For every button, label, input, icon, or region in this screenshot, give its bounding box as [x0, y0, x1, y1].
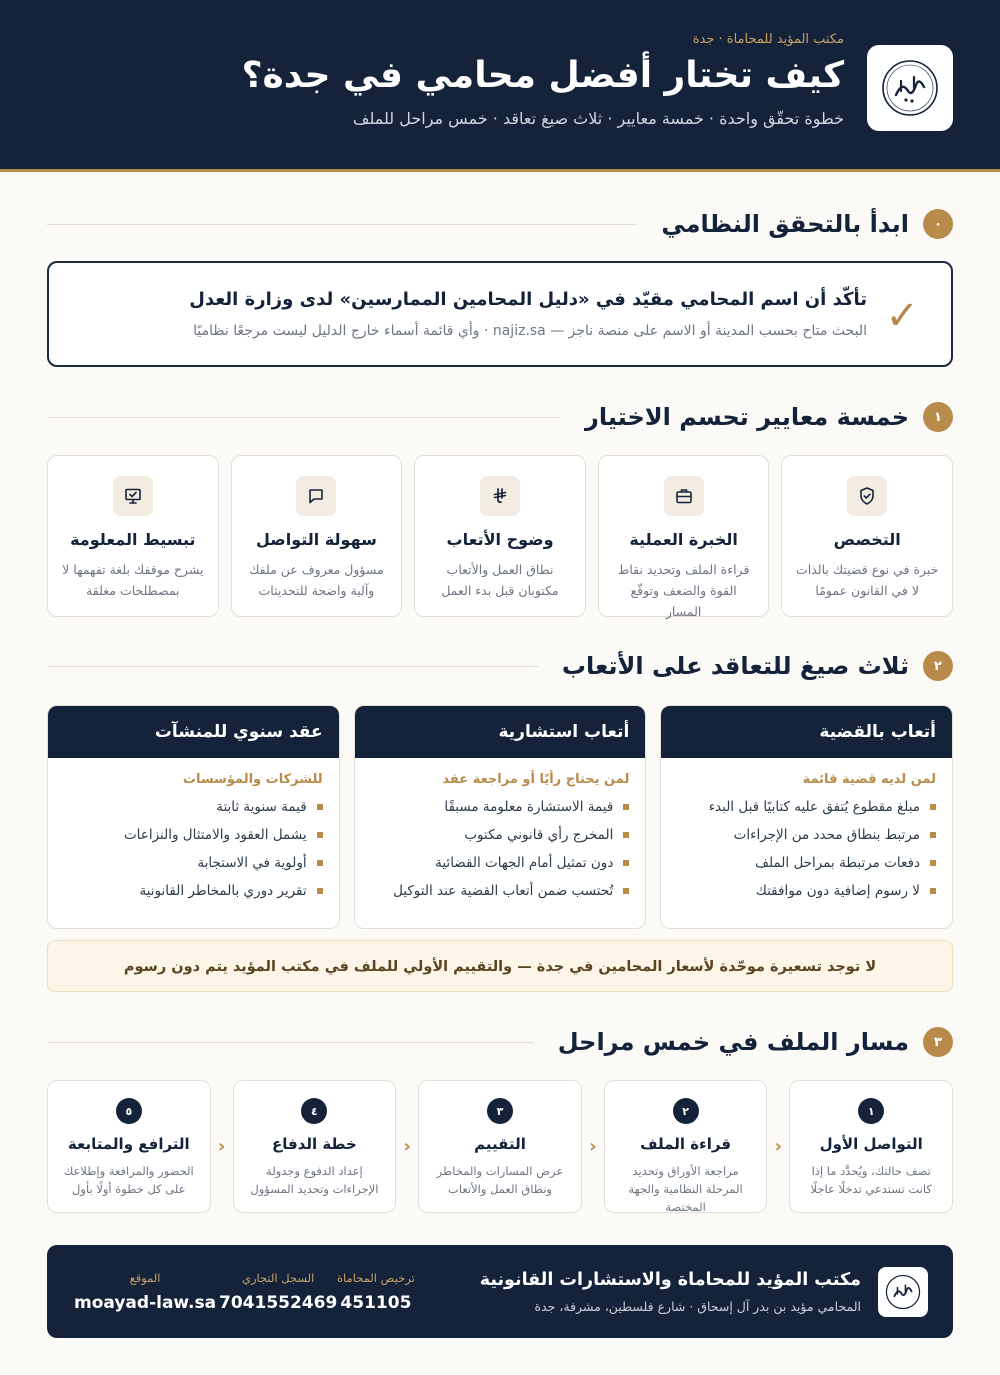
plan-audience: للشركات والمؤسسات — [182, 772, 323, 787]
chevron-left-icon: ‹ — [774, 1136, 783, 1157]
bullet-icon — [930, 804, 936, 810]
office-footer — [47, 1245, 953, 1338]
plan-title: عقد سنوي للمنشآت — [48, 706, 339, 758]
criterion-description: نطاق العمل والأتعاب مكتوبان قبل بدء العمل — [441, 562, 559, 598]
plan-feature-text: مرتبط بنطاق محدد من الإجراءات — [733, 827, 920, 843]
briefcase-icon — [664, 476, 704, 516]
plan-feature-text: دون تمثيل أمام الجهات القضائية — [435, 855, 614, 871]
stage-title: التواصل الأول — [819, 1135, 923, 1153]
stage-card-assessment — [418, 1080, 582, 1213]
plan-feature-text: قيمة سنوية ثابتة — [216, 799, 307, 815]
license-number: 451105 — [340, 1293, 412, 1313]
bullet-icon — [317, 804, 323, 810]
criterion-title: تبسيط المعلومة — [70, 530, 196, 549]
shield-check-icon — [847, 476, 887, 516]
section-title: مسار الملف في خمس مراحل — [557, 1028, 909, 1056]
plan-feature-text: مبلغ مقطوع يُتفق عليه كتابيًا قبل البدء — [708, 799, 920, 815]
section-divider — [47, 666, 538, 667]
stage-description: تصف حالتك، ويُحدَّد ما إذا كانت تستدعي تدخلًا عاجلًا — [810, 1164, 932, 1196]
plan-feature — [64, 877, 323, 905]
plan-feature — [677, 849, 936, 877]
stage-number: ٤ — [301, 1098, 327, 1124]
stage-card-first-contact — [789, 1080, 953, 1213]
website-info — [74, 1271, 216, 1313]
stage-number: ١ — [858, 1098, 884, 1124]
plan-feature — [371, 821, 630, 849]
stage-number: ٥ — [116, 1098, 142, 1124]
section-title: ثلاث صيغ للتعاقد على الأتعاب — [561, 652, 909, 680]
criterion-description: خبرة في نوع قضيتك بالذات لا في القانون عمومًا — [795, 562, 939, 598]
plan-feature — [64, 793, 323, 821]
office-logo — [867, 45, 953, 131]
riyal-icon — [480, 476, 520, 516]
office-address: المحامي مؤيد بن بدر آل إسحاق · شارع فلسطين، مشرفة، جدة — [534, 1299, 861, 1314]
criterion-card-simplification — [47, 455, 219, 617]
criterion-title: التخصص — [833, 530, 901, 549]
verification-description: البحث متاح بحسب المدينة أو الاسم على منصة ناجز — najiz.sa · وأي قائمة أسماء خارج الدليل ليست مرجعًا نظاميًا — [193, 323, 867, 339]
bullet-icon — [623, 860, 629, 866]
section-heading-stages — [47, 1024, 953, 1060]
section-title: خمسة معايير تحسم الاختيار — [585, 403, 909, 431]
plan-audience: لمن يحتاج رأيًا أو مراجعة عقد — [442, 772, 630, 787]
commercial-register-label: السجل التجاري — [241, 1271, 315, 1285]
office-name: مكتب المؤيد للمحاماة والاستشارات القانونية — [479, 1270, 861, 1290]
stage-title: قراءة الملف — [640, 1135, 732, 1153]
section-number: ١ — [923, 402, 953, 432]
criterion-title: سهولة التواصل — [255, 530, 377, 549]
plan-feature — [677, 793, 936, 821]
footer-logo — [878, 1267, 928, 1317]
chevron-left-icon: ‹ — [589, 1136, 597, 1157]
section-heading-verification — [47, 206, 953, 242]
page-title: كيف تختار أفضل محامي في جدة؟ — [241, 55, 844, 96]
presentation-icon — [113, 476, 153, 516]
criterion-title: الخبرة العملية — [629, 530, 738, 549]
plan-card-annual — [47, 705, 340, 929]
plan-feature-text: دفعات مرتبطة بمراحل الملف — [755, 855, 920, 871]
plan-feature-text: تقرير دوري بالمخاطر القانونية — [139, 883, 307, 899]
plan-feature-text: يشمل العقود والامتثال والنزاعات — [123, 827, 307, 843]
plan-card-per-case — [660, 705, 953, 929]
verification-callout — [47, 261, 953, 367]
stage-description: مراجعة الأوراق وتحديد المرحلة النظامية والجهة المختصة — [628, 1164, 743, 1214]
verification-title: تأكّد أن اسم المحامي مقيّد في «دليل المحامين الممارسين» لدى وزارة العدل — [189, 289, 867, 310]
plan-feature — [64, 849, 323, 877]
commercial-register-info — [219, 1271, 337, 1313]
plan-title: أتعاب استشارية — [355, 706, 646, 758]
chevron-left-icon: ‹ — [217, 1136, 226, 1157]
bullet-icon — [623, 888, 629, 894]
header-kicker: مكتب المؤيد للمحاماة · جدة — [692, 32, 844, 47]
criterion-card-communication — [231, 455, 403, 617]
criterion-card-fees — [414, 455, 586, 617]
bullet-icon — [930, 860, 936, 866]
plan-feature — [677, 877, 936, 905]
criterion-description: قراءة الملف وتحديد نقاط القوة والضعف وتوقّع المسار — [617, 562, 750, 619]
stage-title: التقييم — [474, 1135, 526, 1153]
calligraphy-seal-icon — [879, 57, 941, 119]
plan-audience: لمن لديه قضية قائمة — [802, 772, 936, 787]
criteria-grid — [47, 455, 953, 617]
bullet-icon — [317, 860, 323, 866]
criterion-card-specialization — [781, 455, 953, 617]
plan-feature-text: تُحتسب ضمن أتعاب القضية عند التوكيل — [393, 883, 614, 899]
section-divider — [47, 1042, 534, 1043]
fee-plans — [47, 705, 953, 929]
pricing-notice: لا توجد تسعيرة موحّدة لأسعار المحامين في جدة — والتقييم الأولي للملف في مكتب المؤيد يتم دون رسوم — [47, 940, 953, 992]
checkmark-icon: ✓ — [885, 293, 919, 339]
stage-description: إعداد الدفوع وجدولة الإجراءات وتحديد المسؤول — [250, 1164, 379, 1196]
stage-title: خطة الدفاع — [271, 1135, 357, 1153]
plan-feature — [371, 793, 630, 821]
bullet-icon — [623, 804, 629, 810]
bullet-icon — [930, 832, 936, 838]
criterion-card-experience — [598, 455, 770, 617]
plan-feature-text: قيمة الاستشارة معلومة مسبقًا — [444, 799, 614, 815]
bullet-icon — [930, 888, 936, 894]
plan-features — [371, 793, 630, 905]
criterion-description: مسؤول معروف عن ملفك وآلية واضحة للتحديثات — [249, 562, 384, 598]
stage-description: الحضور والمرافعة وإطلاعك على كل خطوة أولًا بأول — [63, 1164, 194, 1196]
plan-card-consulting — [354, 705, 647, 929]
stage-card-defense-plan — [233, 1080, 397, 1213]
stage-description: عرض المسارات والمخاطر ونطاق العمل والأتعاب — [436, 1164, 564, 1196]
plan-features — [64, 793, 323, 905]
plan-feature — [677, 821, 936, 849]
section-title: ابدأ بالتحقق النظامي — [661, 210, 909, 238]
plan-feature — [64, 821, 323, 849]
bullet-icon — [623, 832, 629, 838]
case-stages — [47, 1080, 953, 1213]
section-number: ٢ — [923, 651, 953, 681]
stage-card-pleading — [47, 1080, 211, 1213]
section-number: ٣ — [923, 1027, 953, 1057]
license-info — [337, 1271, 415, 1313]
stage-card-file-review — [604, 1080, 768, 1213]
plan-feature-text: المخرج رأي قانوني مكتوب — [464, 827, 614, 843]
license-label: ترخيص المحاماة — [337, 1271, 415, 1285]
plan-feature — [371, 849, 630, 877]
section-divider — [47, 224, 637, 225]
chevron-left-icon: ‹ — [403, 1136, 411, 1157]
website-label: الموقع — [129, 1271, 161, 1285]
stage-number: ٣ — [487, 1098, 513, 1124]
stage-title: الترافع والمتابعة — [67, 1135, 190, 1153]
section-heading-fee-plans — [47, 648, 953, 684]
message-icon — [296, 476, 336, 516]
plan-title: أتعاب بالقضية — [661, 706, 952, 758]
plan-feature — [371, 877, 630, 905]
criterion-title: وضوح الأتعاب — [446, 530, 554, 549]
plan-features — [677, 793, 936, 905]
plan-feature-text: لا رسوم إضافية دون موافقتك — [755, 883, 920, 899]
website-link[interactable]: moayad-law.sa — [74, 1293, 217, 1313]
page-subtitle: خطوة تحقّق واحدة · خمسة معايير · ثلاث صيغ تعاقد · خمس مراحل للملف — [352, 109, 844, 128]
page-header — [0, 0, 1000, 172]
section-divider — [47, 417, 561, 418]
bullet-icon — [317, 888, 323, 894]
section-heading-criteria — [47, 399, 953, 435]
section-number: ٠ — [923, 209, 953, 239]
bullet-icon — [317, 832, 323, 838]
commercial-register-number: 7041552469 — [219, 1293, 338, 1313]
plan-feature-text: أولوية في الاستجابة — [197, 855, 307, 871]
calligraphy-seal-icon — [884, 1273, 922, 1311]
criterion-description: يشرح موقفك بلغة تفهمها لا بمصطلحات مغلقة — [62, 562, 204, 598]
stage-number: ٢ — [673, 1098, 699, 1124]
